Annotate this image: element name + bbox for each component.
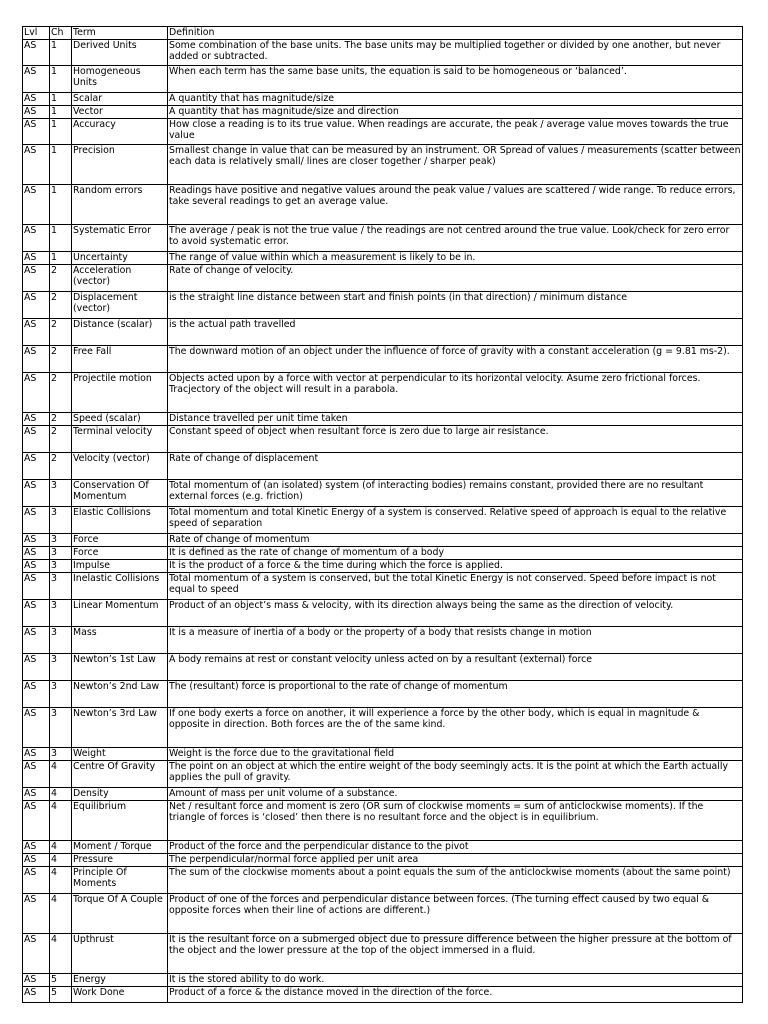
cell-term: Terminal velocity xyxy=(72,426,168,453)
table-row xyxy=(23,748,743,761)
cell-ch: 5 xyxy=(50,987,72,1003)
cell-term: Linear Momentum xyxy=(72,600,168,627)
cell-definition: Distance travelled per unit time taken xyxy=(168,413,743,426)
cell-lvl: AS xyxy=(23,748,50,761)
table-row xyxy=(23,573,743,600)
cell-lvl: AS xyxy=(23,600,50,627)
cell-term: Torque Of A Couple xyxy=(72,894,168,934)
cell-term: Force xyxy=(72,534,168,547)
cell-lvl: AS xyxy=(23,788,50,801)
header-lvl: Lvl xyxy=(23,27,50,40)
cell-ch: 4 xyxy=(50,801,72,841)
cell-definition: Rate of change of displacement xyxy=(168,453,743,480)
cell-definition: The average / peak is not the true value / the readings are not centred around the true value. Look/check for zero error to avoid systematic error. xyxy=(168,225,743,252)
cell-term: Principle Of Moments xyxy=(72,867,168,894)
cell-lvl: AS xyxy=(23,627,50,654)
cell-lvl: AS xyxy=(23,708,50,748)
cell-ch: 2 xyxy=(50,373,72,413)
glossary-table-body xyxy=(23,27,743,1003)
cell-lvl: AS xyxy=(23,119,50,145)
cell-lvl: AS xyxy=(23,987,50,1003)
cell-ch: 4 xyxy=(50,761,72,788)
cell-definition: Weight is the force due to the gravitational field xyxy=(168,748,743,761)
cell-term: Distance (scalar) xyxy=(72,319,168,346)
table-row xyxy=(23,93,743,106)
cell-lvl: AS xyxy=(23,654,50,681)
table-row xyxy=(23,560,743,573)
table-row xyxy=(23,319,743,346)
cell-lvl: AS xyxy=(23,225,50,252)
cell-definition: Amount of mass per unit volume of a substance. xyxy=(168,788,743,801)
cell-definition: The perpendicular/normal force applied per unit area xyxy=(168,854,743,867)
cell-term: Velocity (vector) xyxy=(72,453,168,480)
cell-term: Acceleration (vector) xyxy=(72,265,168,292)
cell-lvl: AS xyxy=(23,292,50,319)
cell-term: Impulse xyxy=(72,560,168,573)
cell-ch: 4 xyxy=(50,894,72,934)
cell-ch: 5 xyxy=(50,974,72,987)
cell-ch: 3 xyxy=(50,654,72,681)
table-row xyxy=(23,841,743,854)
cell-lvl: AS xyxy=(23,373,50,413)
cell-ch: 3 xyxy=(50,480,72,507)
cell-definition: Rate of change of momentum xyxy=(168,534,743,547)
cell-definition: It is the resultant force on a submerged object due to pressure difference between the higher pressure at the bottom of the object and the lower pressure at the top of the object immersed in a fluid. xyxy=(168,934,743,974)
cell-lvl: AS xyxy=(23,534,50,547)
cell-term: Newton’s 2nd Law xyxy=(72,681,168,708)
table-row xyxy=(23,106,743,119)
cell-lvl: AS xyxy=(23,934,50,974)
cell-ch: 3 xyxy=(50,600,72,627)
cell-lvl: AS xyxy=(23,681,50,708)
cell-definition: The range of value within which a measurement is likely to be in. xyxy=(168,252,743,265)
cell-definition: is the straight line distance between start and finish points (in that direction) / minimum distance xyxy=(168,292,743,319)
cell-lvl: AS xyxy=(23,319,50,346)
cell-definition: The sum of the clockwise moments about a point equals the sum of the anticlockwise moments (about the same point) xyxy=(168,867,743,894)
cell-ch: 3 xyxy=(50,573,72,600)
cell-definition: When each term has the same base units, the equation is said to be homogeneous or ‘balanced’. xyxy=(168,66,743,93)
cell-lvl: AS xyxy=(23,480,50,507)
cell-definition: If one body exerts a force on another, it will experience a force by the other body, which is equal in magnitude & opposite in direction. Both forces are the of the same kind. xyxy=(168,708,743,748)
cell-ch: 3 xyxy=(50,507,72,534)
table-row xyxy=(23,934,743,974)
cell-term: Conservation Of Momentum xyxy=(72,480,168,507)
cell-lvl: AS xyxy=(23,413,50,426)
cell-definition: Product of an object’s mass & velocity, with its direction always being the same as the direction of velocity. xyxy=(168,600,743,627)
cell-definition: Total momentum and total Kinetic Energy of a system is conserved. Relative speed of approach is equal to the relative speed of separation xyxy=(168,507,743,534)
cell-lvl: AS xyxy=(23,426,50,453)
cell-definition: Objects acted upon by a force with vector at perpendicular to its horizontal velocity. Asume zero frictional forces. Tracjectory of the object will result in a parabola. xyxy=(168,373,743,413)
cell-ch: 1 xyxy=(50,40,72,66)
table-row xyxy=(23,373,743,413)
cell-ch: 3 xyxy=(50,534,72,547)
cell-definition: How close a reading is to its true value. When readings are accurate, the peak / average value moves towards the true value xyxy=(168,119,743,145)
cell-term: Free Fall xyxy=(72,346,168,373)
cell-ch: 3 xyxy=(50,681,72,708)
cell-lvl: AS xyxy=(23,573,50,600)
cell-lvl: AS xyxy=(23,894,50,934)
cell-ch: 1 xyxy=(50,225,72,252)
cell-term: Weight xyxy=(72,748,168,761)
cell-ch: 4 xyxy=(50,934,72,974)
cell-ch: 4 xyxy=(50,841,72,854)
table-row xyxy=(23,507,743,534)
table-row xyxy=(23,987,743,1003)
cell-lvl: AS xyxy=(23,252,50,265)
cell-term: Equilibrium xyxy=(72,801,168,841)
cell-definition: A quantity that has magnitude/size and direction xyxy=(168,106,743,119)
cell-term: Newton’s 1st Law xyxy=(72,654,168,681)
table-row xyxy=(23,225,743,252)
cell-lvl: AS xyxy=(23,801,50,841)
cell-lvl: AS xyxy=(23,841,50,854)
cell-term: Speed (scalar) xyxy=(72,413,168,426)
cell-ch: 1 xyxy=(50,185,72,225)
table-row xyxy=(23,708,743,748)
cell-lvl: AS xyxy=(23,93,50,106)
cell-ch: 1 xyxy=(50,252,72,265)
cell-term: Scalar xyxy=(72,93,168,106)
cell-ch: 3 xyxy=(50,560,72,573)
table-row xyxy=(23,600,743,627)
cell-lvl: AS xyxy=(23,265,50,292)
cell-definition: Readings have positive and negative values around the peak value / values are scattered / wide range. To reduce errors, take several readings to get an average value. xyxy=(168,185,743,225)
cell-definition: A quantity that has magnitude/size xyxy=(168,93,743,106)
table-row xyxy=(23,346,743,373)
cell-term: Elastic Collisions xyxy=(72,507,168,534)
cell-ch: 3 xyxy=(50,627,72,654)
cell-definition: Some combination of the base units. The base units may be multiplied together or divided by one another, but never added or subtracted. xyxy=(168,40,743,66)
cell-definition: It is defined as the rate of change of momentum of a body xyxy=(168,547,743,560)
table-row xyxy=(23,185,743,225)
cell-ch: 2 xyxy=(50,265,72,292)
cell-term: Homogeneous Units xyxy=(72,66,168,93)
cell-term: Projectile motion xyxy=(72,373,168,413)
table-row xyxy=(23,801,743,841)
cell-term: Precision xyxy=(72,145,168,185)
cell-definition: It is the product of a force & the time during which the force is applied. xyxy=(168,560,743,573)
table-row xyxy=(23,761,743,788)
cell-ch: 4 xyxy=(50,854,72,867)
cell-term: Inelastic Collisions xyxy=(72,573,168,600)
cell-lvl: AS xyxy=(23,867,50,894)
table-row xyxy=(23,119,743,145)
cell-lvl: AS xyxy=(23,974,50,987)
cell-term: Vector xyxy=(72,106,168,119)
cell-lvl: AS xyxy=(23,346,50,373)
cell-term: Force xyxy=(72,547,168,560)
cell-lvl: AS xyxy=(23,507,50,534)
cell-definition: A body remains at rest or constant velocity unless acted on by a resultant (external) force xyxy=(168,654,743,681)
cell-term: Pressure xyxy=(72,854,168,867)
cell-term: Newton’s 3rd Law xyxy=(72,708,168,748)
cell-ch: 4 xyxy=(50,788,72,801)
table-row xyxy=(23,252,743,265)
cell-ch: 1 xyxy=(50,93,72,106)
cell-lvl: AS xyxy=(23,66,50,93)
table-row xyxy=(23,453,743,480)
table-row xyxy=(23,145,743,185)
cell-definition: Total momentum of (an isolated) system (of interacting bodies) remains constant, provided there are no resultant external forces (e.g. friction) xyxy=(168,480,743,507)
table-row xyxy=(23,547,743,560)
cell-ch: 2 xyxy=(50,453,72,480)
cell-lvl: AS xyxy=(23,40,50,66)
table-row xyxy=(23,788,743,801)
table-row xyxy=(23,974,743,987)
cell-lvl: AS xyxy=(23,106,50,119)
cell-definition: Total momentum of a system is conserved, but the total Kinetic Energy is not conserved. Speed before impact is not equal to speed xyxy=(168,573,743,600)
cell-definition: Product of one of the forces and perpendicular distance between forces. (The turning effect caused by two equal & opposite forces when their line of actions are different.) xyxy=(168,894,743,934)
cell-term: Displacement (vector) xyxy=(72,292,168,319)
cell-lvl: AS xyxy=(23,761,50,788)
cell-term: Density xyxy=(72,788,168,801)
cell-term: Energy xyxy=(72,974,168,987)
table-row xyxy=(23,681,743,708)
cell-lvl: AS xyxy=(23,560,50,573)
header-term: Term xyxy=(72,27,168,40)
table-row xyxy=(23,413,743,426)
cell-term: Random errors xyxy=(72,185,168,225)
cell-definition: Net / resultant force and moment is zero (OR sum of clockwise moments = sum of anticlockwise moments). If the triangle of forces is ‘closed’ then there is no resultant force and the object is in equilibrium. xyxy=(168,801,743,841)
cell-term: Work Done xyxy=(72,987,168,1003)
cell-definition: Smallest change in value that can be measured by an instrument. OR Spread of values / measurements (scatter between each data is relatively small/ lines are closer together / sharper peak) xyxy=(168,145,743,185)
cell-definition: Rate of change of velocity. xyxy=(168,265,743,292)
table-row xyxy=(23,627,743,654)
cell-term: Derived Units xyxy=(72,40,168,66)
cell-term: Uncertainty xyxy=(72,252,168,265)
header-ch: Ch xyxy=(50,27,72,40)
cell-ch: 1 xyxy=(50,106,72,119)
table-row xyxy=(23,867,743,894)
cell-term: Moment / Torque xyxy=(72,841,168,854)
table-row xyxy=(23,66,743,93)
table-row xyxy=(23,534,743,547)
cell-ch: 1 xyxy=(50,119,72,145)
cell-term: Accuracy xyxy=(72,119,168,145)
table-row xyxy=(23,40,743,66)
table-row xyxy=(23,854,743,867)
cell-ch: 3 xyxy=(50,547,72,560)
cell-ch: 4 xyxy=(50,867,72,894)
cell-definition: Product of a force & the distance moved in the direction of the force. xyxy=(168,987,743,1003)
cell-definition: It is a measure of inertia of a body or the property of a body that resists change in motion xyxy=(168,627,743,654)
cell-ch: 2 xyxy=(50,292,72,319)
table-row xyxy=(23,292,743,319)
cell-ch: 2 xyxy=(50,426,72,453)
cell-ch: 3 xyxy=(50,708,72,748)
cell-definition: Constant speed of object when resultant force is zero due to large air resistance. xyxy=(168,426,743,453)
cell-term: Upthrust xyxy=(72,934,168,974)
cell-lvl: AS xyxy=(23,145,50,185)
cell-lvl: AS xyxy=(23,453,50,480)
cell-definition: is the actual path travelled xyxy=(168,319,743,346)
cell-definition: The downward motion of an object under the influence of force of gravity with a constant acceleration (g = 9.81 ms-2). xyxy=(168,346,743,373)
cell-term: Systematic Error xyxy=(72,225,168,252)
table-row xyxy=(23,265,743,292)
header-definition: Definition xyxy=(168,27,743,40)
cell-lvl: AS xyxy=(23,854,50,867)
cell-definition: The (resultant) force is proportional to the rate of change of momentum xyxy=(168,681,743,708)
cell-definition: The point on an object at which the entire weight of the body seemingly acts. It is the point at which the Earth actually applies the pull of gravity. xyxy=(168,761,743,788)
glossary-table xyxy=(22,26,743,1003)
table-row xyxy=(23,894,743,934)
cell-ch: 2 xyxy=(50,413,72,426)
cell-definition: Product of the force and the perpendicular distance to the pivot xyxy=(168,841,743,854)
cell-ch: 3 xyxy=(50,748,72,761)
cell-term: Centre Of Gravity xyxy=(72,761,168,788)
cell-ch: 2 xyxy=(50,346,72,373)
cell-definition: It is the stored ability to do work. xyxy=(168,974,743,987)
table-row xyxy=(23,426,743,453)
table-row xyxy=(23,654,743,681)
header-row xyxy=(23,27,743,40)
cell-ch: 1 xyxy=(50,145,72,185)
cell-ch: 2 xyxy=(50,319,72,346)
cell-lvl: AS xyxy=(23,547,50,560)
table-row xyxy=(23,480,743,507)
cell-term: Mass xyxy=(72,627,168,654)
cell-ch: 1 xyxy=(50,66,72,93)
cell-lvl: AS xyxy=(23,185,50,225)
